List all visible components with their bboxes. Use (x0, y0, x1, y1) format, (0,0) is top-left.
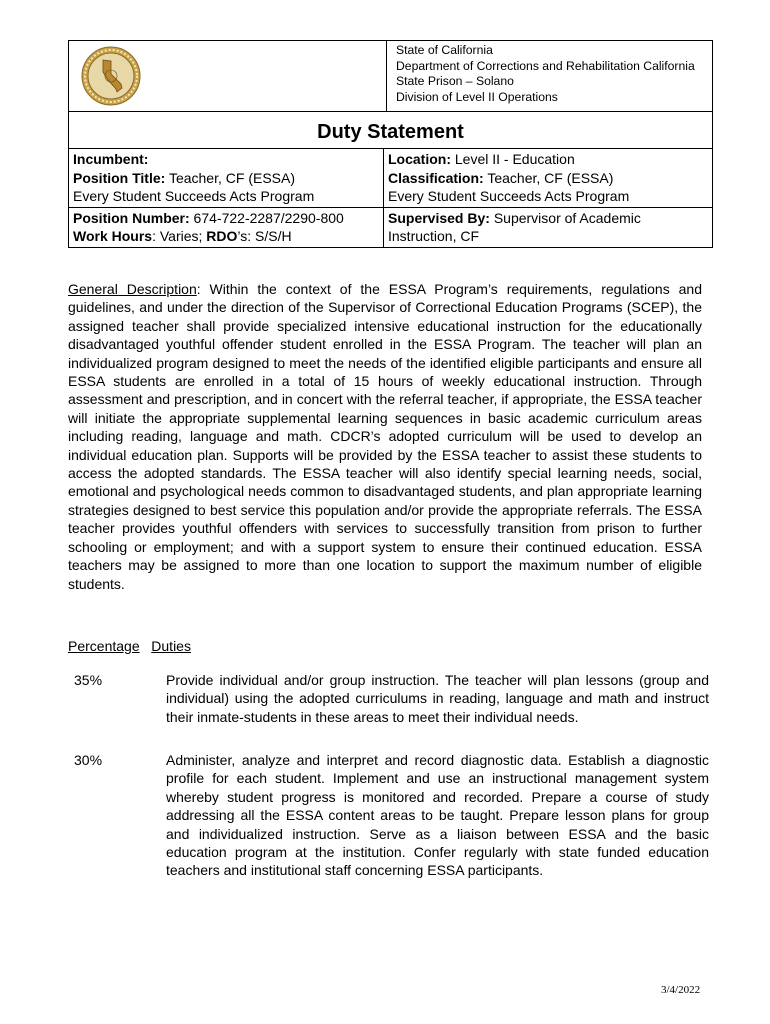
duty-percent: 30% (74, 752, 103, 768)
position-info-table (68, 148, 713, 248)
classification-label: Classification: (388, 169, 484, 186)
location-value: Level II - Education (451, 151, 575, 167)
california-corrections-seal-icon (81, 46, 141, 106)
info-cell-location (384, 149, 713, 208)
duty-text: Provide individual and/or group instruction. The teacher will plan lessons (group and individual) using the adopted curriculums in reading, language and math and instruct their inmate-students in these areas to meet their individual needs. (166, 672, 709, 725)
agency-line-division: Division of Level II Operations (396, 89, 558, 104)
letterhead (68, 40, 713, 112)
position-number-value: 674-722-2287/2290-800 (189, 209, 344, 226)
rdo-value: ’s: S/S/H (237, 228, 292, 244)
position-title-label: Position Title: (73, 169, 166, 186)
location-label: Location: (388, 151, 451, 167)
footer-date: 3/4/2022 (661, 984, 701, 996)
info-row-1 (69, 149, 713, 208)
agency-line-department: Department of Corrections and Rehabilitation California (396, 58, 695, 73)
rdo-label: RDO (206, 228, 238, 244)
supervised-by-label: Supervised By: (388, 209, 490, 226)
incumbent-label: Incumbent: (73, 151, 149, 167)
info-cell-position (69, 149, 384, 208)
general-description-text: : Within the context of the ESSA Program’s requirements, regulations and guidelines, and under the direction of the Supervisor of Correctional Education Programs (SCEP), the assigned teacher shall provide specialized intensive educational instruction for the educationally disadvantaged youthful offender student enrolled in the ESSA Program. The teacher will plan an individualized program designed to meet the needs of the identified eligible participants and ensure all ESSA students are enrolled in a total of 15 hours of weekly educational instruction. Through assessment and prescription, and in concert with the referral teacher, if appropriate, the ESSA teacher will initiate the appropriate supplemental learning sequences in basic academic curriculum areas including reading, language and math. CDCR’s adopted curriculum will be used to develop an individual education plan. Supports will be provided by the ESSA teacher to assist these students to access the adopted standards. The ESSA teacher will also identify special learning needs, social, emotional and psychological needs common to disadvantaged students, and plan appropriate learning strategies designed to best service this population and/or provide the appropriate referrals. The ESSA teacher provides youthful offenders with services to successfully transition from prison to further schooling or employment; and with a support system to ensure their continued education. ESSA teachers may be assigned to more than one location to support the maximum number of eligible students. (68, 281, 702, 592)
duties-heading: Duties (151, 638, 191, 654)
work-hours-label: Work Hours (73, 228, 153, 244)
general-description (68, 280, 702, 593)
work-hours-value: : Varies; (152, 228, 203, 244)
duty-text: Administer, analyze and interpret and record diagnostic data. Establish a diagnostic profile for each student. Implement and use an instructional management system whereby student progress is monitored and recorded. Prepare a course of study addressing all the ESSA content areas to be taught. Prepare lesson plans for group and individualized instruction. Serve as a liaison between ESSA and the basic education program at the institution. Confer regularly with state funded education teachers and institutional staff concerning ESSA participants. (166, 752, 709, 879)
general-description-label: General Description (68, 281, 197, 297)
program-left: Every Student Succeeds Acts Program (73, 188, 315, 204)
duties-header (68, 638, 191, 654)
position-title-value: Teacher, CF (ESSA) (165, 169, 295, 186)
info-cell-number (69, 207, 384, 247)
agency-line-state: State of California (396, 43, 493, 57)
info-row-2 (69, 207, 713, 247)
classification-value: Teacher, CF (ESSA) (483, 169, 614, 186)
agency-lines (396, 43, 695, 105)
position-number-label: Position Number: (73, 209, 190, 226)
seal-cell (69, 41, 387, 111)
program-right: Every Student Succeeds Acts Program (388, 188, 630, 204)
page-title: Duty Statement (317, 121, 464, 143)
percentage-heading: Percentage (68, 638, 140, 654)
duty-percent: 35% (74, 672, 103, 688)
supervised-by-value: Supervisor of Academic Instruction, CF (388, 209, 641, 244)
title-box (68, 112, 713, 148)
info-cell-supervisor (384, 207, 713, 247)
agency-line-prison: State Prison – Solano (396, 74, 514, 88)
